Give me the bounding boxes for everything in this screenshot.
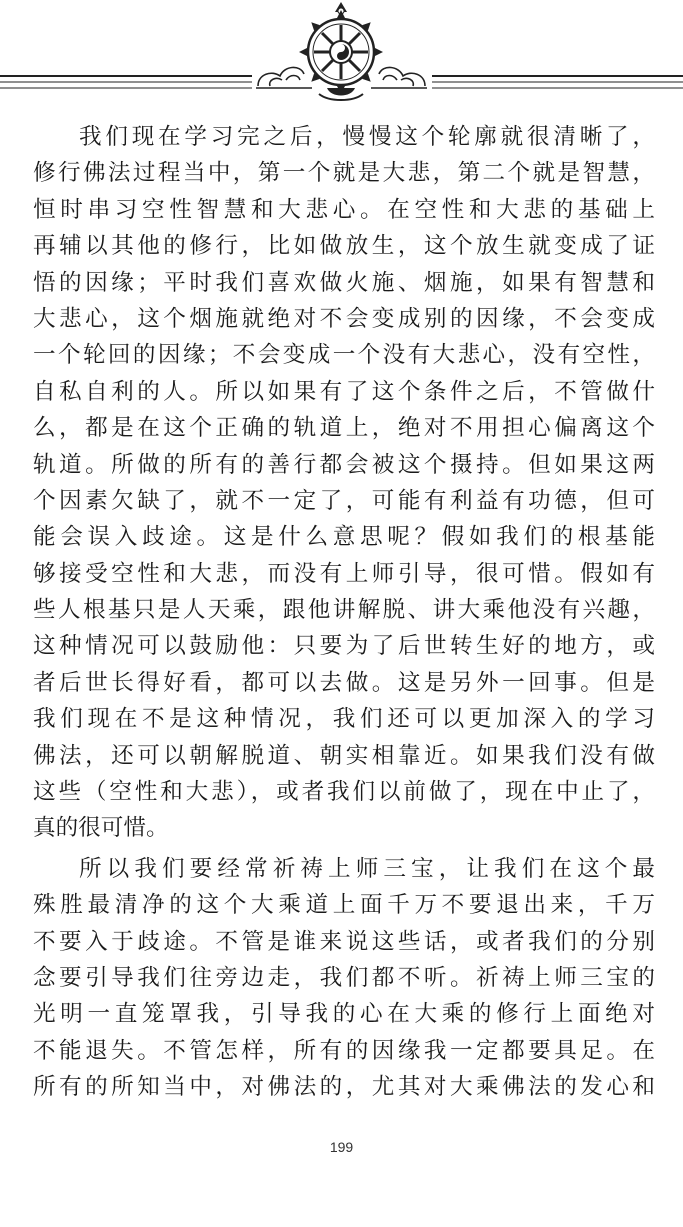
text-line: 自私自利的人。所以如果有了这个条件之后，不管做什 [33, 378, 655, 405]
text-line: 念要引导我们往旁边走，我们都不听。祈祷上师三宝的 [33, 964, 655, 991]
text-line: 不要入于歧途。不管是谁来说这些话，或者我们的分别 [33, 928, 655, 955]
text-line: 光明一直笼罩我，引导我的心在大乘的修行上面绝对 [33, 1001, 655, 1028]
text-line: 么，都是在这个正确的轨道上，绝对不用担心偏离这个 [33, 415, 655, 442]
dharma-wheel-banner [0, 0, 683, 110]
text-line: 能会误入歧途。这是什么意思呢？假如我们的根基能 [33, 524, 655, 551]
text-line: 不能退失。不管怎样，所有的因缘我一定都要具足。在 [33, 1037, 655, 1064]
text-line: 所有的所知当中，对佛法的，尤其对大乘佛法的发心和 [33, 1074, 655, 1101]
text-line: 我们现在不是这种情况，我们还可以更加深入的学习 [33, 706, 655, 733]
text-line: 再辅以其他的修行，比如做放生，这个放生就变成了证 [33, 233, 655, 260]
text-line: 轨道。所做的所有的善行都会被这个摄持。但如果这两 [33, 451, 655, 478]
text-line: 一个轮回的因缘；不会变成一个没有大悲心，没有空性， [33, 342, 655, 369]
text-line: 殊胜最清净的这个大乘道上面千万不要退出来，千万 [33, 892, 655, 919]
page-header-ornament [0, 0, 683, 110]
text-line: 修行佛法过程当中，第一个就是大悲，第二个就是智慧， [33, 160, 655, 187]
text-line: 所以我们要经常祈祷上师三宝，让我们在这个最 [79, 855, 655, 882]
text-line: 些人根基只是人天乘，跟他讲解脱、讲大乘他没有兴趣， [33, 597, 655, 624]
text-line: 佛法，还可以朝解脱道、朝实相靠近。如果我们没有做 [33, 742, 655, 769]
text-line: 者后世长得好看，都可以去做。这是另外一回事。但是 [33, 669, 655, 696]
paragraph-2 [33, 851, 655, 1106]
text-line: 真的很可惜。 [33, 815, 169, 842]
text-line: 个因素欠缺了，就不一定了，可能有利益有功德，但可 [33, 487, 655, 514]
text-line: 够接受空性和大悲，而没有上师引导，很可惜。假如有 [33, 560, 655, 587]
text-line: 大悲心，这个烟施就绝对不会变成别的因缘，不会变成 [33, 305, 655, 332]
text-line: 我们现在学习完之后，慢慢这个轮廓就很清晰了， [79, 124, 655, 150]
text-line: 这些（空性和大悲），或者我们以前做了，现在中止了， [33, 779, 655, 806]
text-line: 这种情况可以鼓励他：只要为了后世转生好的地方，或 [33, 633, 655, 660]
text-line: 恒时串习空性智慧和大悲心。在空性和大悲的基础上 [33, 196, 655, 223]
body-text [33, 119, 655, 1106]
text-line: 悟的因缘；平时我们喜欢做火施、烟施，如果有智慧和 [33, 269, 655, 296]
page-number: 199 [329, 1139, 354, 1155]
paragraph-1 [33, 119, 655, 847]
